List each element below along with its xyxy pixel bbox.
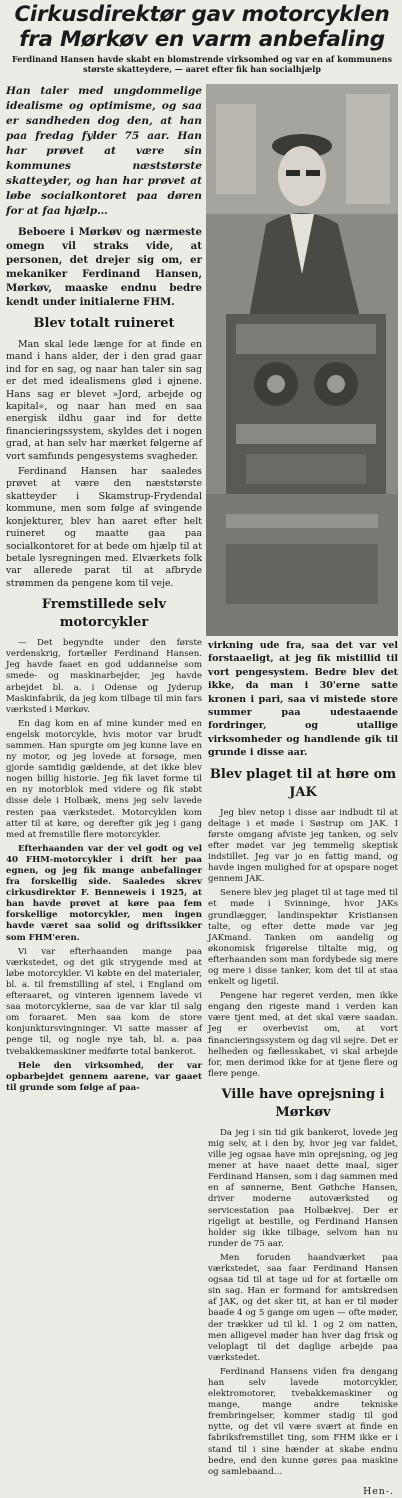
body-paragraph: Senere blev jeg plaget til at tage med til et møde i Svinninge, hvor JAKs grundlægger, landinspektør Kristiansen talte, og efter dette møde var jeg JAKmand. Tanken om aandelig og økonomisk frigørelse tiltalte mig, og efterhaanden som man fordybede sig mere og mere i disse tanker, kom det til at staa enkelt og ligetil. xyxy=(208,888,398,988)
lead-paragraph: Beboere i Mørkøv og nærmeste omegn vil straks vide, at personen, det drejer sig om, er mekaniker Ferdinand Hansen, Mørkøv, maaske endnu bedre kendt under initialerne FHM. xyxy=(6,226,202,308)
right-column xyxy=(208,639,398,1497)
body-paragraph: Ferdinand Hansens viden fra dengang han selv lavede motorcykler, elektromotorer, tvebakkemaskiner og mange, mange andre tekniske frembringelser, kommer stadig til god nytte, og det vil være svært at finde en fabriksfremstillet ting, som FHM ikke er i stand til i sine hænder at skabe endnu bedre, end den kunne gøres paa maskine og samlebaand… xyxy=(208,1366,398,1477)
author-signature: Hen-. xyxy=(363,1485,394,1497)
left-column xyxy=(6,84,202,1374)
body-paragraph-bold: Efterhaanden var der vel godt og vel 40 FHM-motorcykler i drift her paa egnen, og jeg fik mange anbefalinger fra forskellig side. Saaledes skrev cirkusdirektør F. Benneweis i 1925, at han havde prøvet at køre paa fem forskellige motorcykler, men ingen havde været saa solid og driftssikker som FHM'eren. xyxy=(6,843,202,943)
body-paragraph: Man skal lede længe for at finde en mand i hans alder, der i den grad gaar ind for en sag, og naar han taler sin sag er det med idealismens glød i øjnene. Hans sag er blevet »Jord, arbejde og kapital«, og naar han med en saa energisk ildhu gaar ind for dette financieringssystem, skyldes det i nogen grad, at han selv har mærket følgerne af vort samfunds pengesystems svagheder. xyxy=(6,339,202,462)
body-paragraph: Vi var efterhaanden mange paa værkstedet, og det gik strygende med at løbe motorcykler. Vi købte en del materialer, bl. a. til fremstilling af stel, i England om efteraaret, og vinteren igennem lavede vi saa motorcyklerne, saa de var klar til salg om foraaret. Men saa kom de store konjunktursvingninger. Vi satte masser af penge til, og nogle nye tab, bl. a. paa tvebakkemaskiner medførte total bankerot. xyxy=(6,946,202,1057)
body-paragraph-bold: Hele den virksomhed, der var opbarbejdet gennem aarene, var gaaet til grunde som følge af paa- xyxy=(6,1060,202,1093)
right-lead-paragraph: virkning ude fra, saa det var vel forstaaeligt, at jeg fik mistillid til vort pengesystem. Bedre blev det ikke, da man i 30'erne satte kronen i pari, saa vi mistede store summer paa udestaaende fordringer, og utallige virksomheder og handlende gik til grunde i disse aar. xyxy=(208,640,398,759)
body-paragraph: — Det begyndte under den første verdenskrig, fortæller Ferdinand Hansen. Jeg havde faaet en god uddannelse som smede- og maskinarbejder, jeg havde arbejdet bl. a. i Odense og Jyderup Maskinfabrik, da jeg kom tilbage til min fars værksted i Mørkøv. xyxy=(6,638,202,715)
portrait-photo-image xyxy=(206,84,398,636)
portrait-photo xyxy=(206,84,398,636)
section-heading-morkov: Ville have oprejsning i Mørkøv xyxy=(221,1086,385,1120)
section-heading-jak: Blev plaget til at høre om JAK xyxy=(209,766,397,800)
body-paragraph: Pengene har regeret verden, men ikke engang den rigeste mand i verden kan være tjent med, at det skal være saadan. Jeg er overbevist om, at vort financieringssystem og dag vil sejre. Det er helheden og fællesskabet, vi skal arbejde for, men derimod ikke for at tjene flere og flere penge. xyxy=(208,991,398,1079)
headline: Cirkusdirektør gav motorcyklen fra Mørkøv en varm anbefaling xyxy=(14,2,390,52)
intro-paragraph: Han taler med ungdommelige idealisme og optimisme, og saa er sandheden dog den, at han paa fredag fylder 75 aar. Han har prøvet at være sin kommunes næststørste skatteyder, og han har prøvet at løbe socialkontoret paa døren for at faa hjælp… xyxy=(6,85,202,217)
section-heading-motorcycles: Fremstillede selv motorcykler xyxy=(41,597,167,631)
body-paragraph: Jeg blev netop i disse aar indbudt til at deltage i et møde i Søstrup om JAK. I første omgang afviste jeg tanken, og selv efter mødet var jeg temmelig skeptisk indstillet. Jeg var jo en fattig mand, og havde ingen mulighed for at opspare noget gennem JAK. xyxy=(208,807,398,885)
subhead: Ferdinand Hansen havde skabt en blomstrende virksomhed og var en af kommunens største skatteydere, — aaret efter fik han socialhjælp xyxy=(12,54,392,74)
body-paragraph: En dag kom en af mine kunder med en engelsk motorcykle, hvis motor var brudt sammen. Han spurgte om jeg kunne lave en ny motor, og jeg lovede at forsøge, men gjorde samtidig gældende, at det ikke blev nogen billig historie. Jeg fik lavet forme til en ny motorblok med videre og fik støbt disse dele i Holbæk, mens jeg selv lavede resten paa værkstedet. Motorcyklen kom atter til at køre, og derefter gik jeg i gang med at fremstille flere motorcykler. xyxy=(6,718,202,840)
body-paragraph: Da jeg i sin tid gik bankerot, lovede jeg mig selv, at i den by, hvor jeg var faldet, ville jeg ogsaa have min oprejsning, og jeg mener at have naaet dette maal, siger Ferdinand Hansen, som i dag sammen med en af sønnerne, Bent Gøthche Hansen, driver moderne autoværksted og servicestation paa Holbækvej. Der er rigeligt at bestille, og Ferdinand Hansen holder sig ikke tilbage, selvom han nu runder de 75 aar. xyxy=(208,1127,398,1249)
body-paragraph: Men foruden haandværket paa værkstedet, saa faar Ferdinand Hansen ogsaa tid til at tage ud for at fortælle om sin sag. Han er formand for amtskredsen af JAK, og det sker tit, at han er til møder baade 4 og 5 gange om ugen — ofte møder, der trækker ud til kl. 1 og 2 om natten, men alligevel møder han hver dag frisk og veloplagt til det daglige arbejde paa værkstedet. xyxy=(208,1252,398,1363)
section-heading-ruined: Blev totalt ruineret xyxy=(33,316,175,331)
body-paragraph: Ferdinand Hansen har saaledes prøvet at være den næststørste skatteyder i Skamstrup-Frydendal kommune, men som følge af svingende konjekturer, blev han aaret efter helt ruineret og maatte gaa paa socialkontoret for at bede om hjælp til at betale lysregningen med. Elværkets folk var allerede parat til at afbryde strømmen da pengene kom til veje. xyxy=(6,466,202,589)
